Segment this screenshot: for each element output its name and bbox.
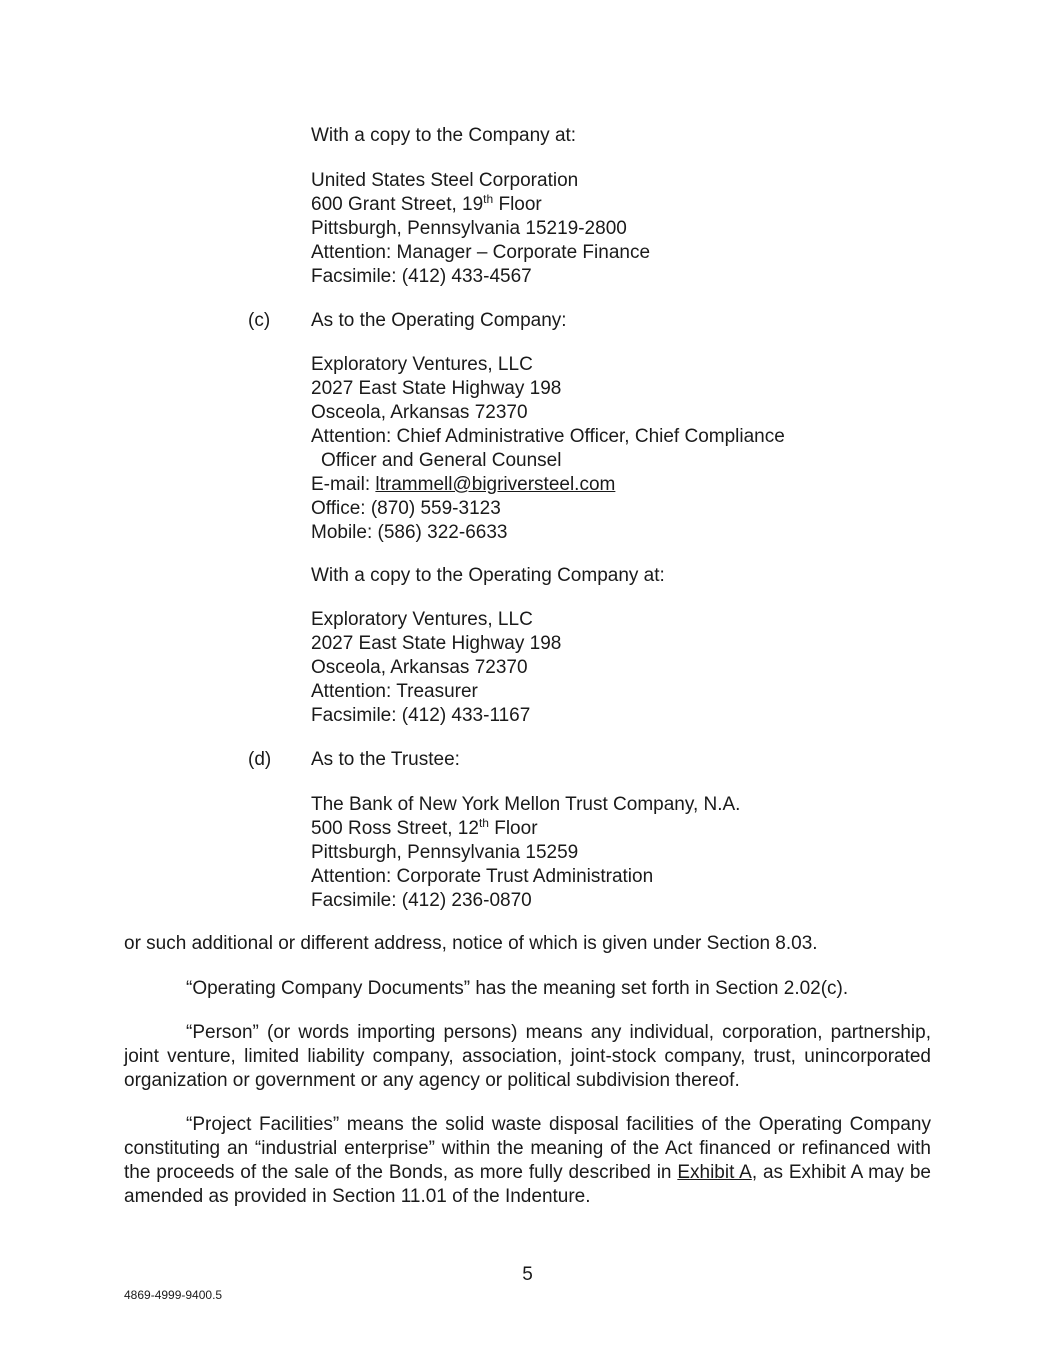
trustee-city: Pittsburgh, Pennsylvania 15259 (311, 842, 579, 863)
company-copy-address (311, 169, 650, 289)
exhibit-a-link[interactable]: Exhibit A (677, 1162, 752, 1183)
company-city: Pittsburgh, Pennsylvania 15219-2800 (311, 218, 627, 239)
item-d-label: (d) (248, 749, 272, 770)
definition-project-facilities: “Project Facilities” means the solid waste disposal facilities of the Operating Company constituting an “industrial enterprise” within the meaning of the Act financed or refinanced with the proceeds of the sale of the Bonds, as more fully described in Exhibit A, as Exhibit A may be amended as provided in Section 11.01 of the Indenture. (124, 1114, 931, 1207)
operating-copy-heading: With a copy to the Operating Company at: (311, 565, 665, 586)
operating-company-office: Office: (870) 559-3123 (311, 498, 501, 519)
operating-company-street: 2027 East State Highway 198 (311, 378, 562, 399)
document-id: 4869-4999-9400.5 (124, 1288, 223, 1302)
trustee-fax: Facsimile: (412) 236-0870 (311, 890, 532, 911)
closing-line: or such additional or different address, notice of which is given under Section 8.03. (124, 933, 818, 954)
item-d-heading: As to the Trustee: (311, 749, 460, 770)
operating-company-name: Exploratory Ventures, LLC (311, 354, 533, 375)
company-street: 600 Grant Street, 19th Floor (311, 192, 542, 215)
operating-copy-address (311, 608, 561, 728)
company-fax: Facsimile: (412) 433-4567 (311, 266, 532, 287)
page-number: 5 (522, 1264, 533, 1285)
operating-copy-street: 2027 East State Highway 198 (311, 633, 562, 654)
operating-company-city: Osceola, Arkansas 72370 (311, 402, 528, 423)
trustee-address (311, 793, 740, 913)
operating-copy-attention: Attention: Treasurer (311, 681, 478, 702)
company-attention: Attention: Manager – Corporate Finance (311, 242, 651, 263)
definition-operating-company-documents: “Operating Company Documents” has the meaning set forth in Section 2.02(c). (186, 978, 849, 999)
operating-copy-city: Osceola, Arkansas 72370 (311, 657, 528, 678)
operating-company-email-line: E-mail: ltrammell@bigriversteel.com (311, 474, 616, 495)
definition-person: “Person” (or words importing persons) means any individual, corporation, partnership, joint venture, limited liability company, association, joint-stock company, trust, unincorporated organization or government or any agency or political subdivision thereof. (124, 1022, 931, 1091)
company-name: United States Steel Corporation (311, 170, 579, 191)
trustee-street: 500 Ross Street, 12th Floor (311, 816, 538, 839)
company-copy-heading: With a copy to the Company at: (311, 125, 577, 146)
email-link[interactable]: ltrammell@bigriversteel.com (375, 474, 616, 495)
operating-copy-name: Exploratory Ventures, LLC (311, 609, 533, 630)
item-c-heading: As to the Operating Company: (311, 310, 567, 331)
item-c-label: (c) (248, 310, 271, 331)
operating-company-attention-cont: Officer and General Counsel (321, 450, 562, 471)
trustee-attention: Attention: Corporate Trust Administration (311, 866, 654, 887)
trustee-name: The Bank of New York Mellon Trust Company, N.A. (311, 794, 741, 815)
operating-company-attention: Attention: Chief Administrative Officer, Chief Compliance (311, 426, 785, 447)
operating-company-address (311, 353, 785, 545)
operating-copy-fax: Facsimile: (412) 433-1167 (311, 705, 531, 726)
operating-company-mobile: Mobile: (586) 322-6633 (311, 522, 508, 543)
